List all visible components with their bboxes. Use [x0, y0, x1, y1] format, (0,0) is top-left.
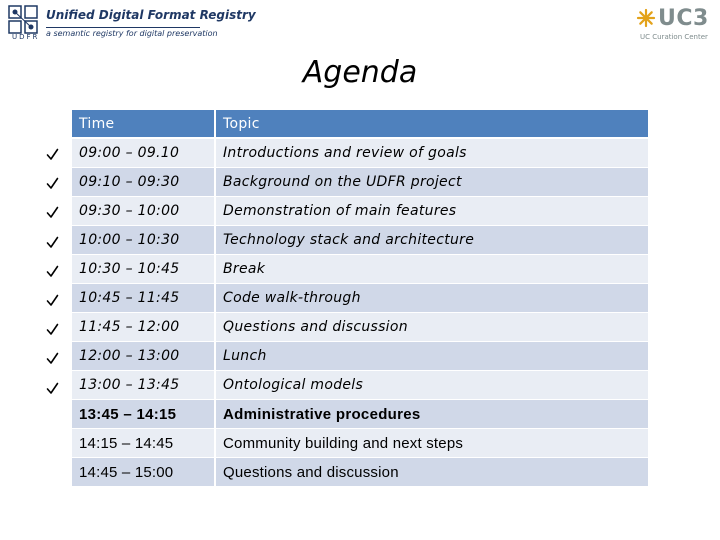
slide-title: Agenda — [302, 55, 418, 90]
check-slot — [40, 257, 64, 286]
table-row — [72, 168, 648, 197]
check-slot — [40, 432, 64, 461]
checkmark-icon — [46, 177, 59, 190]
column-header-time: Time — [72, 110, 216, 139]
row-time: 14:45 – 15:00 — [72, 458, 216, 487]
uc3-logo-text: UC3 — [658, 6, 709, 31]
check-slot — [40, 286, 64, 315]
checkmark-icon — [46, 352, 59, 365]
checkmark-icon — [46, 206, 59, 219]
checkmark-icon — [46, 382, 59, 395]
uc3-logo-caption: UC Curation Center — [640, 33, 708, 41]
checkmark-icon — [46, 236, 59, 249]
check-slot — [40, 374, 64, 403]
row-topic: Code walk-through — [216, 284, 648, 313]
row-time: 09:10 – 09:30 — [72, 168, 216, 197]
table-row — [72, 371, 648, 400]
table-row — [72, 226, 648, 255]
row-time: 14:15 – 14:45 — [72, 429, 216, 458]
udfr-logo-caption: UDFR — [12, 33, 40, 41]
table-row — [72, 139, 648, 168]
row-topic: Questions and discussion — [216, 313, 648, 342]
check-slot — [40, 344, 64, 373]
row-time: 13:00 – 13:45 — [72, 371, 216, 400]
table-row — [72, 197, 648, 226]
check-slot — [40, 228, 64, 257]
table-row — [72, 342, 648, 371]
table-header-row — [72, 110, 648, 139]
row-topic: Break — [216, 255, 648, 284]
row-time: 09:30 – 10:00 — [72, 197, 216, 226]
header-subtitle: a semantic registry for digital preservation — [46, 29, 218, 38]
checkmark-column — [40, 140, 64, 490]
check-slot — [40, 403, 64, 432]
row-topic: Ontological models — [216, 371, 648, 400]
row-time: 09:00 – 09.10 — [72, 139, 216, 168]
table-row — [72, 284, 648, 313]
row-topic: Demonstration of main features — [216, 197, 648, 226]
row-time: 12:00 – 13:00 — [72, 342, 216, 371]
row-topic: Questions and discussion — [216, 458, 648, 487]
row-time: 10:45 – 11:45 — [72, 284, 216, 313]
checkmark-icon — [46, 323, 59, 336]
check-slot — [40, 169, 64, 198]
row-time: 10:30 – 10:45 — [72, 255, 216, 284]
table-row — [72, 313, 648, 342]
row-topic: Community building and next steps — [216, 429, 648, 458]
row-topic: Lunch — [216, 342, 648, 371]
agenda-body — [72, 139, 648, 487]
agenda-table — [72, 110, 648, 487]
check-slot — [40, 461, 64, 490]
header-title: Unified Digital Format Registry — [46, 8, 256, 22]
table-row — [72, 255, 648, 284]
row-topic: Background on the UDFR project — [216, 168, 648, 197]
check-slot — [40, 140, 64, 169]
row-time: 11:45 – 12:00 — [72, 313, 216, 342]
header-divider — [46, 27, 200, 28]
row-time: 13:45 – 14:15 — [72, 400, 216, 429]
checkmark-icon — [46, 148, 59, 161]
uc3-star-icon — [636, 8, 656, 28]
row-topic: Introductions and review of goals — [216, 139, 648, 168]
table-row — [72, 400, 648, 429]
uc3-logo — [636, 6, 716, 46]
udfr-logo-icon — [8, 5, 40, 35]
row-topic: Administrative procedures — [216, 400, 648, 429]
table-row — [72, 458, 648, 487]
check-slot — [40, 198, 64, 227]
table-row — [72, 429, 648, 458]
row-time: 10:00 – 10:30 — [72, 226, 216, 255]
column-header-topic: Topic — [216, 110, 648, 139]
check-slot — [40, 315, 64, 344]
checkmark-icon — [46, 294, 59, 307]
checkmark-icon — [46, 265, 59, 278]
row-topic: Technology stack and architecture — [216, 226, 648, 255]
